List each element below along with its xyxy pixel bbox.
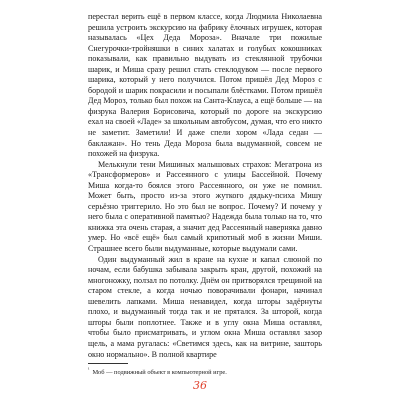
footnote-mark: ¹ [88,368,90,373]
footnote [88,367,322,377]
page-number: 36 [193,379,207,392]
footnote-divider [88,363,128,364]
paragraph-1: перестал верить ещё в первом классе, когда Людмила Николаевна решила устроить экскурсию на фабрику ёлочных игрушек, которая называлась «Цех Деда Мороза». Вначале три пожилые Снегурочки-тройняшки в синих халатах и голубых кокошниках показывали, как правильно выдувать из стеклянной трубочки шарик, и Миша сразу решил стать стеклодувом — после первого шарика, который у него получился. Потом пришёл Дед Мороз с бородой и шарик покрасили и посыпали блёстками. Потом пришёл Дед Мороз, только был похож на Санта-Клауса, а ещё больше — на физрука Валерия Борисовича, который по дороге на экскурсию ехал на своей «Ладе» за школьным автобусом, думая, что его никто не заметит. Заметили! И даже спели хором «Лада седан — баклажан». Но тень Деда Мороза была выдуманной, совсем не похожей на физрука. [88,12,322,159]
body-text [88,12,322,360]
paragraph-2: Мелькнули тени Мишиных малышовых страхов: Мегатрона из «Трансформеров» и Рассеянного с улицы Бассейной. Почему Миша когда-то боялся этого Рассеянного, он уже не помнил. Может быть, просто из-за этого жуткого дядьку-психа Мишу серьёзно триггерило. Но это был не вопрос. Почему? И почему у него была с оперативной памятью? Надежда была только на то, что книжка эта очень старая, а значит дед Рассеянный наверняка давно умер. Но «всё ещё» был самый крипотный моб в жизни Миши. Страшнее всего были выдуманные, которые выдумали сами. [88,159,322,254]
footnote-text: Моб — подвижный объект в компьютерной игре. [92,369,227,377]
paragraph-3: Один выдуманный жил в кране на кухне и капал слюной по ночам, если бабушка забывала закрыть кран, другой, похожий на многоножку, ползал по потолку. Днём он притворялся трещиной на старом стекле, а когда ночью поворачивали фонари, начинал шевелить лапками. Миша ненавидел, когда шторы задёрнуты плохо, и выдуманный тогда так и не прятался. За шторой, когда шторы были поплотнее. Также и в углу окна Миша оставлял, чтобы было присматривать, и углом окна Миша оставлял зазор щель, а мама ругалась: «Светимся здесь, как на витрине, зашторь окно нормально». В полной квартире [88,254,322,359]
